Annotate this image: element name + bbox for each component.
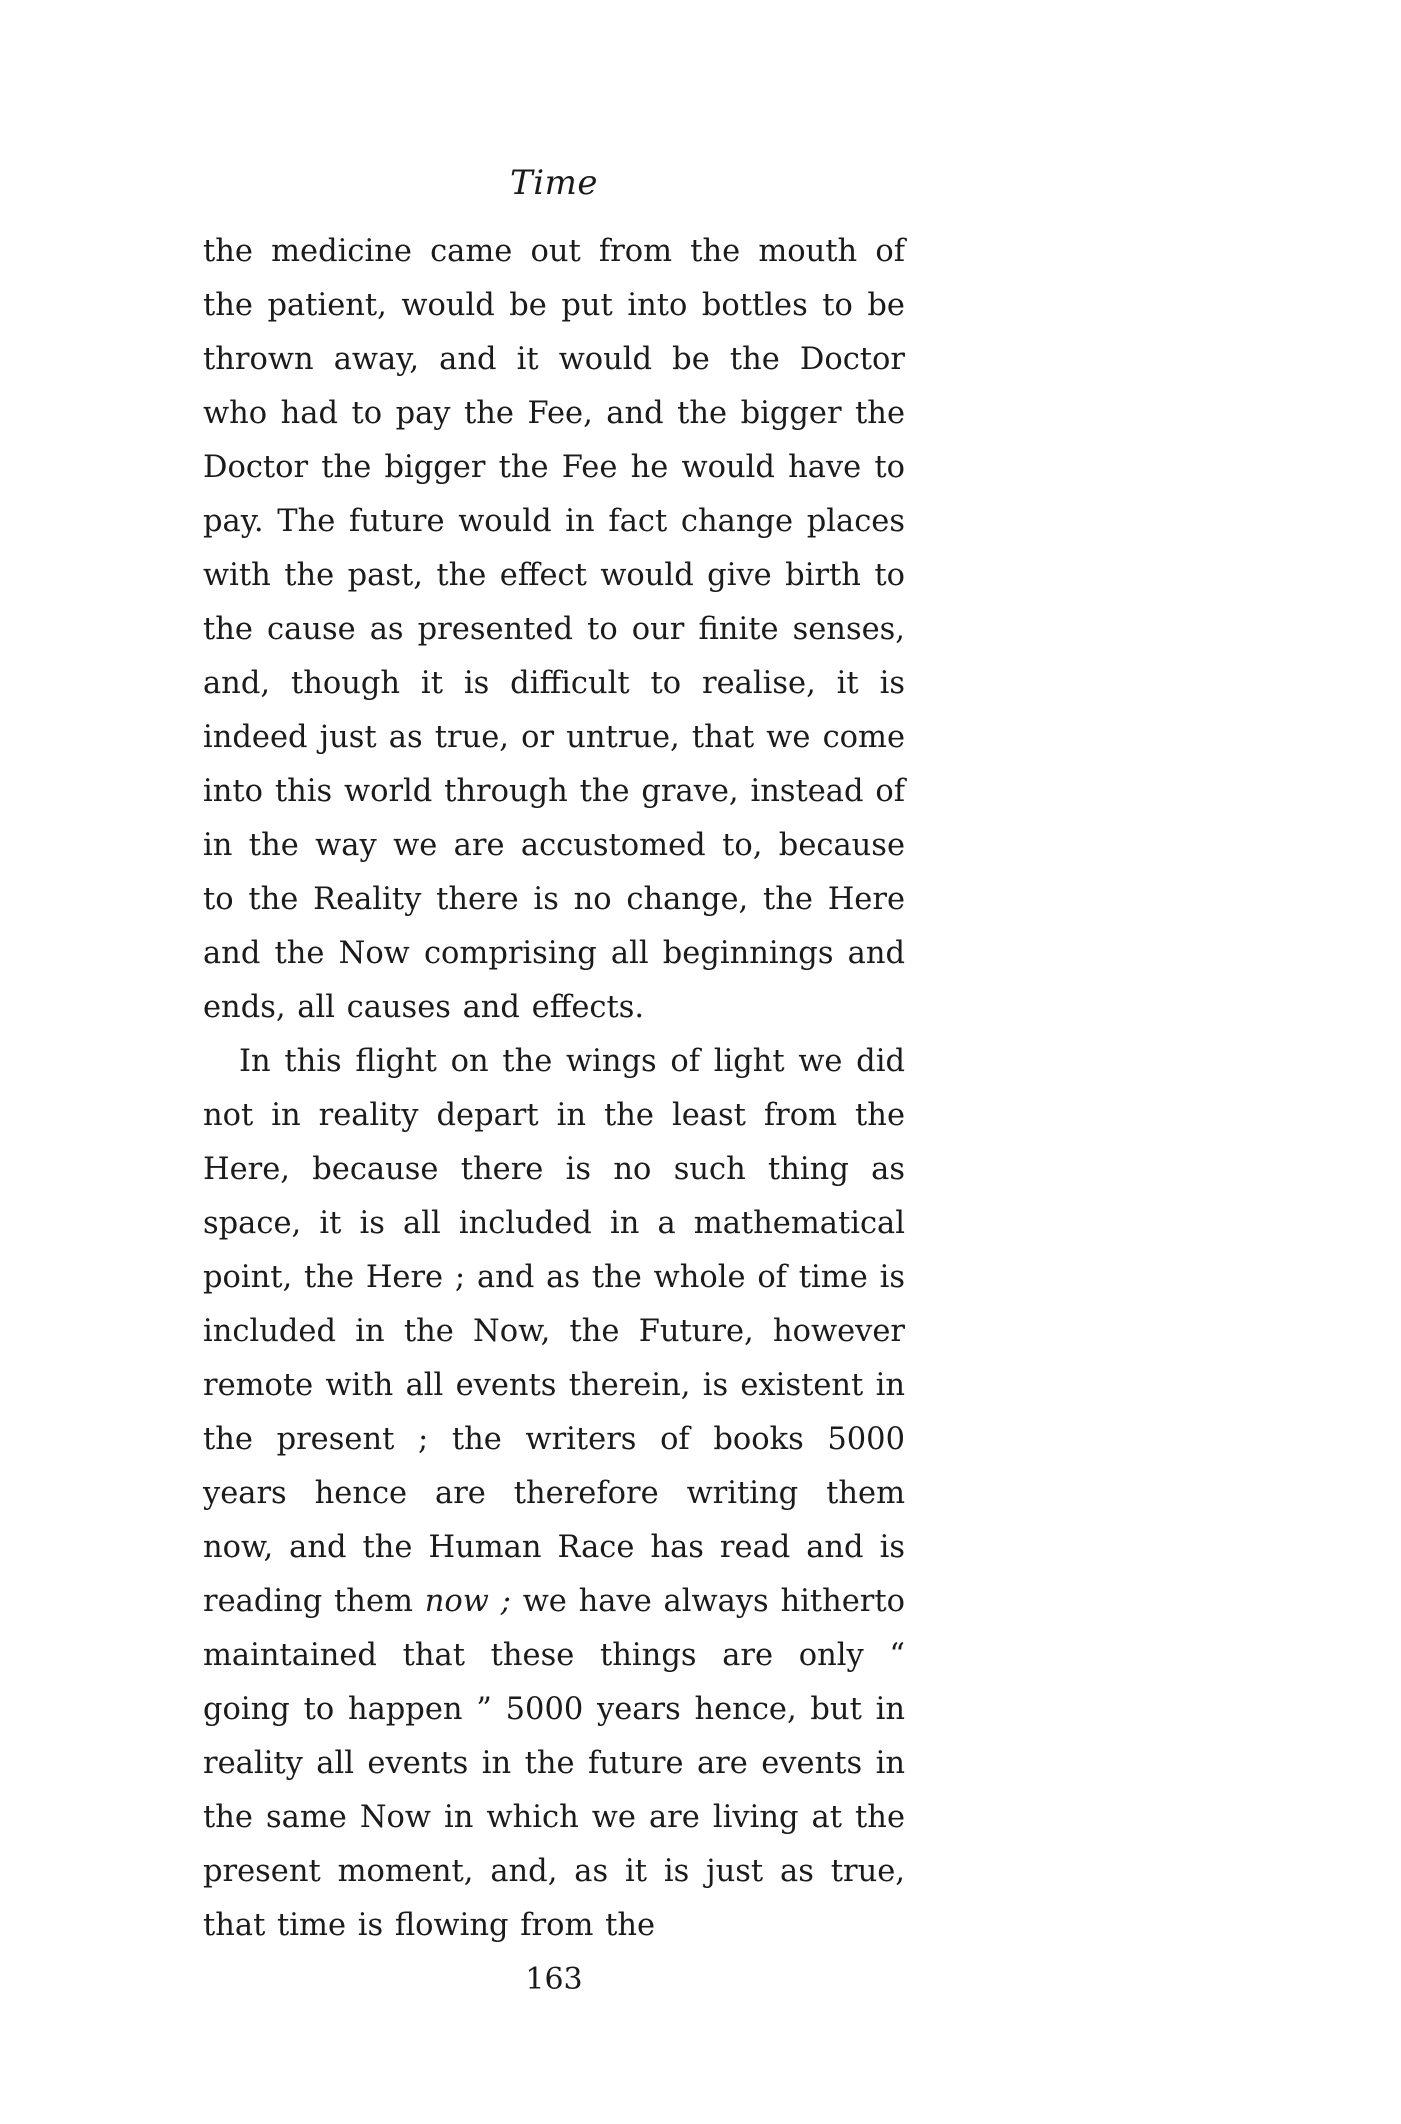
page-body <box>203 225 905 2007</box>
page-number: 163 <box>525 1962 583 1997</box>
italic-text-segment: now ; <box>424 1584 511 1619</box>
text-segment: the medicine came out from the mouth of the patient, would be put into bottles to be thrown away, and it would be the Doctor who had to pay the Fee, and the bigger the Doctor the bigger the Fee he would have to pay. The future would in fact change places with the past, the effect would give birth to the cause as presented to our finite senses, and, though it is difficult to realise, it is indeed just as true, or untrue, that we come into this world through the grave, instead of in the way we are accustomed to, because to the Reality there is no change, the Here and the Now comprising all beginnings and ends, all causes and effects. <box>203 234 905 1025</box>
paragraphs <box>203 225 905 1953</box>
page-title: Time <box>510 163 598 203</box>
text-column <box>203 163 905 2007</box>
text-segment: we have always hitherto maintained that these things are only “ going to happen ” 5000 years hence, but in reality all events in the future are events in the same Now in which we are living at the present moment, and, as it is just as true, that time is flowing from the <box>203 1584 905 1943</box>
text-segment: In this flight on the wings of light we did not in reality depart in the least from the Here, because there is no such thing as space, it is all included in a mathematical point, the Here ; and as the whole of time is included in the Now, the Future, however remote with all events therein, is existent in the present ; the writers of books 5000 years hence are therefore writing them now, and the Human Race has read and is reading them <box>203 1044 905 1619</box>
paragraph <box>203 1035 905 1953</box>
paragraph <box>203 225 905 1035</box>
